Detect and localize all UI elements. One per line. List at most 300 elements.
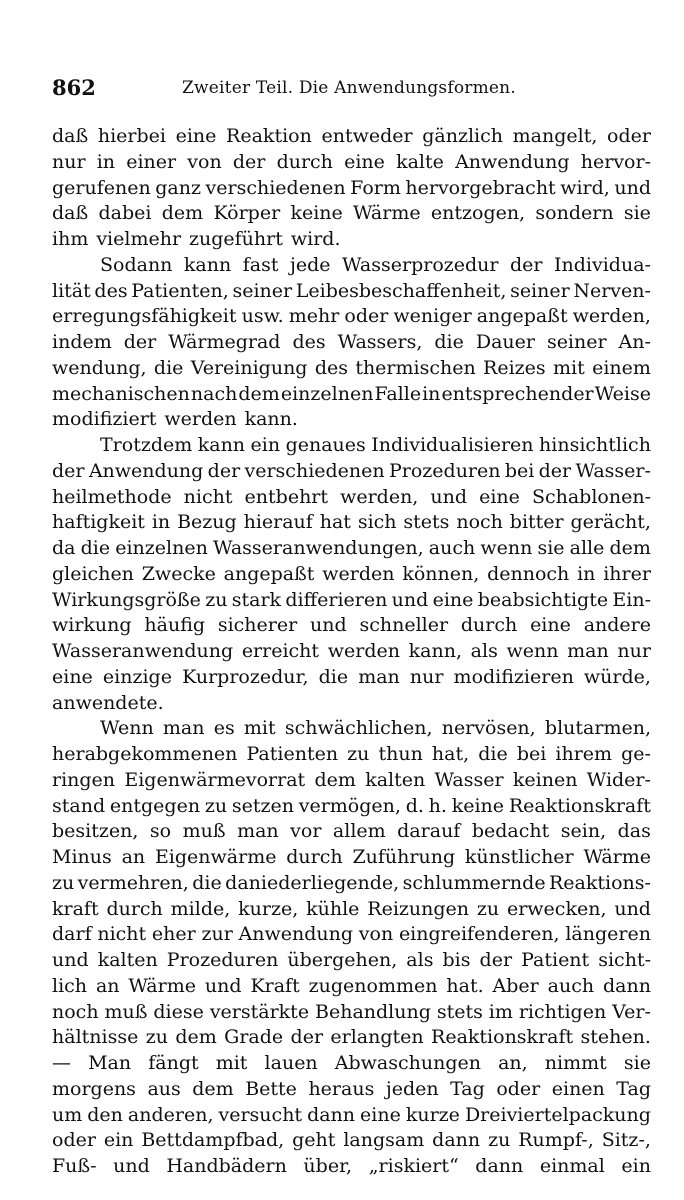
word: Wassers,: [337, 331, 423, 353]
text-line: [52, 742, 651, 768]
word: Nerven-: [573, 279, 651, 302]
word: kalten: [365, 768, 426, 791]
word: Aber: [492, 974, 539, 997]
word: Wider-: [586, 768, 651, 791]
word: mit: [553, 356, 585, 379]
text-line: [52, 897, 651, 923]
text-line: [52, 1154, 651, 1180]
word: zu: [204, 794, 228, 817]
word: Vereinigung: [190, 356, 308, 379]
word: der: [123, 331, 157, 353]
word: die: [153, 356, 184, 379]
word: keine: [290, 202, 343, 225]
word: durch: [460, 614, 518, 637]
word: daniederliegende,: [225, 871, 400, 894]
word: stets: [436, 1000, 483, 1023]
word: werden,: [572, 305, 651, 328]
word: den: [87, 1103, 123, 1126]
word: modifiziert: [52, 408, 157, 431]
word: kann.: [244, 408, 298, 431]
word: lauen: [264, 1052, 318, 1074]
word: keinen: [512, 768, 578, 791]
word: und: [391, 588, 429, 611]
text-line: [52, 819, 651, 845]
text-line: [52, 201, 651, 227]
word: seiner: [232, 279, 293, 302]
text-line: [52, 279, 651, 305]
word: ihrer: [603, 562, 651, 585]
word: man: [237, 820, 279, 843]
word: dem: [192, 1077, 234, 1100]
word: bedacht: [471, 820, 550, 843]
word: richtigen: [518, 1000, 607, 1023]
text-line: [52, 588, 651, 614]
word: vielmehr: [96, 228, 182, 250]
word: andere: [583, 614, 651, 637]
word: entbehrt: [244, 485, 329, 508]
word: ein: [621, 1155, 651, 1177]
word: der: [232, 150, 266, 173]
word: in: [151, 511, 171, 534]
word: zu: [347, 743, 370, 765]
word: an: [121, 846, 146, 868]
word: gerufenen: [52, 176, 151, 199]
word: man: [162, 717, 205, 740]
word: Leibesbeschaffenheit,: [295, 279, 507, 302]
word: schwächlichen,: [284, 717, 433, 740]
word: mit: [215, 1052, 248, 1074]
word: erreicht: [241, 640, 320, 662]
word: besitzen,: [52, 820, 139, 843]
word: künstlicher: [464, 846, 574, 868]
word: sicherer: [217, 614, 298, 637]
word: einen: [551, 1077, 605, 1100]
word: versucht: [218, 1103, 303, 1126]
word: herabgekommenen: [52, 743, 238, 765]
word: einmal: [539, 1155, 605, 1177]
word: zu: [205, 588, 228, 611]
word: sein,: [560, 820, 607, 843]
word: der: [207, 459, 241, 482]
word: der: [479, 949, 513, 971]
word: eine: [360, 1103, 401, 1126]
word: kraft: [52, 897, 99, 920]
word: keine: [451, 794, 505, 817]
word: werden: [164, 408, 237, 431]
word: als: [470, 640, 498, 662]
word: eine: [479, 485, 520, 508]
word: und: [614, 897, 651, 920]
text-line: [52, 665, 651, 691]
word: zugenommen: [308, 974, 438, 997]
word: von: [358, 923, 394, 946]
word: Eigenwärme: [154, 846, 277, 868]
text-line: [52, 459, 651, 485]
word: häufig: [144, 614, 206, 637]
word: Reaktionskraft: [431, 1026, 574, 1049]
word: gerächt,: [570, 511, 651, 534]
word: ge-: [621, 743, 651, 765]
word: entzogen,: [430, 202, 526, 225]
word: darf: [52, 923, 92, 946]
word: langsam: [343, 1129, 425, 1152]
word: es: [213, 717, 235, 740]
word: werden: [322, 562, 395, 585]
word: morgens: [52, 1077, 136, 1100]
word: der: [52, 459, 85, 482]
word: Handbädern: [166, 1155, 287, 1177]
word: kann: [183, 253, 232, 276]
word: an: [95, 974, 120, 997]
word: ganz: [155, 176, 201, 199]
word: die: [478, 743, 508, 765]
word: ihm: [52, 228, 89, 250]
text-line: [52, 382, 651, 408]
word: dann: [603, 974, 651, 997]
word: und: [204, 974, 242, 997]
word: Reaktion: [226, 125, 312, 147]
word: in: [422, 382, 441, 405]
text-line: [52, 485, 651, 511]
word: jede: [290, 253, 331, 276]
word: hierauf: [243, 511, 313, 534]
text-line: [52, 253, 651, 279]
word: eine: [432, 588, 474, 611]
word: kurze,: [238, 897, 299, 920]
word: Kurprozedur,: [182, 665, 309, 688]
word: nur: [409, 665, 444, 688]
word: dann: [307, 1103, 356, 1126]
word: eine: [175, 125, 217, 147]
text-line: [52, 433, 651, 459]
word: indem: [52, 331, 112, 353]
word: durch: [276, 150, 333, 173]
word: Wasseranwendung: [52, 640, 234, 662]
word: hat.: [446, 974, 484, 997]
word: noch: [456, 511, 503, 534]
word: bei: [516, 743, 547, 765]
word: des: [94, 279, 128, 302]
word: man: [567, 640, 609, 662]
word: können,: [402, 562, 480, 585]
text-line: [52, 227, 651, 253]
word: Anwendung: [455, 150, 570, 173]
word: wenn: [480, 537, 533, 559]
word: Eigenwärmevorrat: [124, 768, 306, 791]
text-line: [52, 1128, 651, 1154]
word: Patienten,: [131, 279, 229, 302]
word: zur: [201, 923, 233, 946]
word: verschiedenen: [205, 176, 346, 199]
word: bitter: [509, 511, 564, 534]
word: Tag: [450, 1077, 485, 1100]
word: verstärkte: [209, 1000, 310, 1023]
word: angepaßt: [476, 305, 568, 328]
word: Prozeduren: [388, 459, 501, 482]
word: der: [510, 253, 543, 276]
word: blutarmen,: [544, 717, 651, 740]
word: Grade: [224, 1026, 284, 1049]
word: hältnisse: [52, 1026, 139, 1049]
text-line: [52, 356, 651, 382]
word: so: [149, 820, 172, 843]
word: dem: [238, 382, 280, 405]
word: von: [187, 150, 222, 173]
word: Rumpf-,: [518, 1129, 594, 1152]
word: stets: [403, 511, 450, 534]
text-line: [52, 845, 651, 871]
word: oder: [607, 125, 651, 147]
word: daß: [52, 125, 89, 147]
word: seiner: [546, 331, 607, 353]
word: thermischen: [355, 356, 476, 379]
word: nach: [190, 382, 238, 405]
word: an,: [498, 1052, 528, 1074]
text-line: [52, 150, 651, 176]
text-line: [52, 124, 651, 150]
word: haftigkeit: [52, 511, 145, 534]
word: kalte: [396, 150, 444, 173]
word: wird.: [290, 228, 341, 250]
word: werden: [327, 640, 400, 662]
text-line: [52, 1051, 651, 1077]
word: kurze: [405, 1103, 460, 1126]
word: Bettdampfbad,: [141, 1129, 285, 1152]
text-line: [52, 304, 651, 330]
word: längeren: [565, 923, 651, 946]
running-title: Zweiter Teil. Die Anwendungsformen.: [182, 78, 516, 98]
word: vor: [290, 820, 322, 843]
word: und: [614, 176, 651, 199]
word: daß: [52, 202, 89, 225]
page-number: 862: [52, 75, 96, 100]
word: dann: [475, 1155, 524, 1177]
word: stark: [231, 588, 282, 611]
word: muß: [182, 820, 226, 843]
word: geht: [292, 1129, 336, 1152]
word: schlummernde: [402, 871, 546, 894]
word: beabsichtigte: [477, 588, 609, 611]
word: eher: [151, 923, 196, 946]
word: durch: [286, 846, 343, 868]
word: Ver-: [612, 1000, 651, 1023]
word: jeden: [385, 1077, 439, 1100]
word: einzelnen: [115, 537, 208, 559]
text-line: [52, 613, 651, 639]
word: nimmt: [544, 1052, 607, 1074]
word: dem: [161, 202, 204, 225]
word: das: [617, 820, 651, 843]
word: anwendete.: [52, 691, 164, 714]
word: zu: [476, 897, 500, 920]
word: sondern: [535, 202, 614, 225]
text-line: [52, 794, 651, 820]
word: stehen.: [580, 1026, 651, 1049]
word: heraus: [308, 1077, 375, 1100]
word: und: [430, 485, 468, 508]
word: Prozeduren: [166, 949, 279, 971]
word: genaues: [285, 434, 366, 456]
word: Patienten: [246, 743, 339, 765]
word: Wärme: [353, 202, 421, 225]
word: stand: [52, 794, 106, 817]
text-line: [52, 871, 651, 897]
text-line: [52, 1103, 651, 1129]
word: angepaßt: [223, 562, 315, 585]
word: noch: [52, 1000, 99, 1023]
word: hervor-: [580, 150, 651, 173]
word: dennoch: [487, 562, 570, 585]
word: anderen,: [127, 1103, 214, 1126]
word: Bette: [245, 1077, 297, 1100]
word: hierbei: [97, 125, 166, 147]
text-line: [52, 639, 651, 665]
word: kann: [197, 434, 246, 456]
word: Sitz-,: [601, 1129, 651, 1152]
word: Wasserprozedur: [342, 253, 499, 276]
word: Man: [88, 1052, 132, 1074]
word: um: [52, 1103, 83, 1126]
word: ringen: [52, 768, 116, 791]
word: h.: [428, 794, 447, 817]
word: erlangten: [330, 1026, 424, 1049]
word: des: [314, 356, 348, 379]
word: sich: [357, 511, 397, 534]
word: Kraft: [250, 974, 300, 997]
word: in: [577, 562, 596, 585]
word: Reizes: [483, 356, 546, 379]
word: Ein-: [612, 588, 651, 611]
word: auch: [547, 974, 595, 997]
word: einzige: [102, 665, 172, 688]
word: „riskiert“: [368, 1155, 459, 1177]
word: Patient: [521, 949, 590, 971]
word: Weise: [594, 382, 651, 405]
word: der: [290, 1026, 324, 1049]
word: vermehren,: [77, 871, 189, 894]
word: Reaktions-: [549, 871, 651, 894]
word: sie: [537, 537, 565, 559]
word: Wärme: [583, 846, 651, 868]
word: Reaktionskraft: [508, 794, 651, 817]
word: oder: [496, 1077, 541, 1100]
running-head: [52, 70, 652, 106]
word: Wenn: [100, 717, 154, 740]
word: der: [538, 459, 572, 482]
text-line: [52, 974, 651, 1000]
word: hat: [319, 511, 351, 534]
word: mit: [243, 717, 276, 740]
word: Individua-: [554, 253, 651, 276]
word: weniger: [393, 305, 472, 328]
word: verschiedenen: [244, 459, 385, 482]
word: An-: [618, 331, 651, 353]
word: Falle: [374, 382, 422, 405]
word: einer: [126, 150, 177, 173]
word: gleichen: [52, 562, 134, 585]
word: kann,: [408, 640, 462, 662]
word: bei: [504, 459, 535, 482]
word: zu: [145, 1026, 168, 1049]
text-line: [52, 768, 651, 794]
word: kühle: [306, 897, 360, 920]
word: muß: [104, 1000, 148, 1023]
word: Trotzdem: [100, 434, 193, 456]
word: werden,: [340, 485, 419, 508]
word: thun: [378, 743, 423, 765]
word: sie: [623, 1052, 651, 1074]
word: wenn: [506, 640, 559, 662]
word: heilmethode: [52, 485, 172, 508]
word: entweder: [321, 125, 413, 147]
word: als: [406, 949, 434, 971]
word: allem: [332, 820, 386, 843]
word: oder: [344, 305, 389, 328]
word: Tag: [616, 1077, 651, 1100]
word: nur: [52, 150, 86, 173]
word: Körper: [213, 202, 281, 225]
word: die: [434, 331, 464, 353]
word: wirkung: [52, 614, 132, 637]
word: Anwendung: [238, 923, 354, 946]
word: über,: [303, 1155, 353, 1177]
word: eine: [344, 150, 385, 173]
word: eine: [530, 614, 571, 637]
word: übergehen,: [287, 949, 398, 971]
word: entgegen: [109, 794, 201, 817]
text-line: [52, 562, 651, 588]
word: Dauer: [475, 331, 535, 353]
word: milde,: [170, 897, 231, 920]
word: Dreiviertelpackung: [464, 1103, 651, 1126]
word: erregungsfähigkeit: [52, 305, 237, 328]
word: Anwendung: [88, 459, 204, 482]
word: nur: [617, 640, 651, 662]
word: auch: [428, 537, 476, 559]
word: Wasseranwendungen,: [212, 537, 424, 559]
text-line: [52, 330, 651, 356]
word: Abwaschungen: [334, 1052, 481, 1074]
word: ein: [103, 1129, 134, 1152]
word: kalten: [97, 949, 158, 971]
word: mehr: [288, 305, 340, 328]
text-line: [52, 716, 651, 742]
word: diese: [153, 1000, 204, 1023]
word: alle: [569, 537, 605, 559]
text-line: [52, 1077, 651, 1103]
word: ihrem: [555, 743, 613, 765]
text-line: [52, 1025, 651, 1051]
word: oder: [52, 1129, 96, 1152]
word: ein: [250, 434, 281, 456]
word: schneller: [359, 614, 449, 637]
word: Zuführung: [352, 846, 456, 868]
word: wird,: [560, 176, 610, 199]
word: zu: [488, 1129, 511, 1152]
word: dem: [609, 537, 651, 559]
word: dem: [175, 1026, 217, 1049]
word: darauf: [397, 820, 461, 843]
word: vermögen,: [298, 794, 401, 817]
word: Minus: [52, 846, 112, 868]
word: im: [488, 1000, 513, 1023]
word: Sodann: [100, 253, 173, 276]
word: und: [310, 614, 347, 637]
word: und: [113, 1155, 150, 1177]
word: hervorgebracht: [405, 176, 556, 199]
word: gänzlich: [422, 125, 504, 147]
word: d.: [405, 794, 424, 817]
